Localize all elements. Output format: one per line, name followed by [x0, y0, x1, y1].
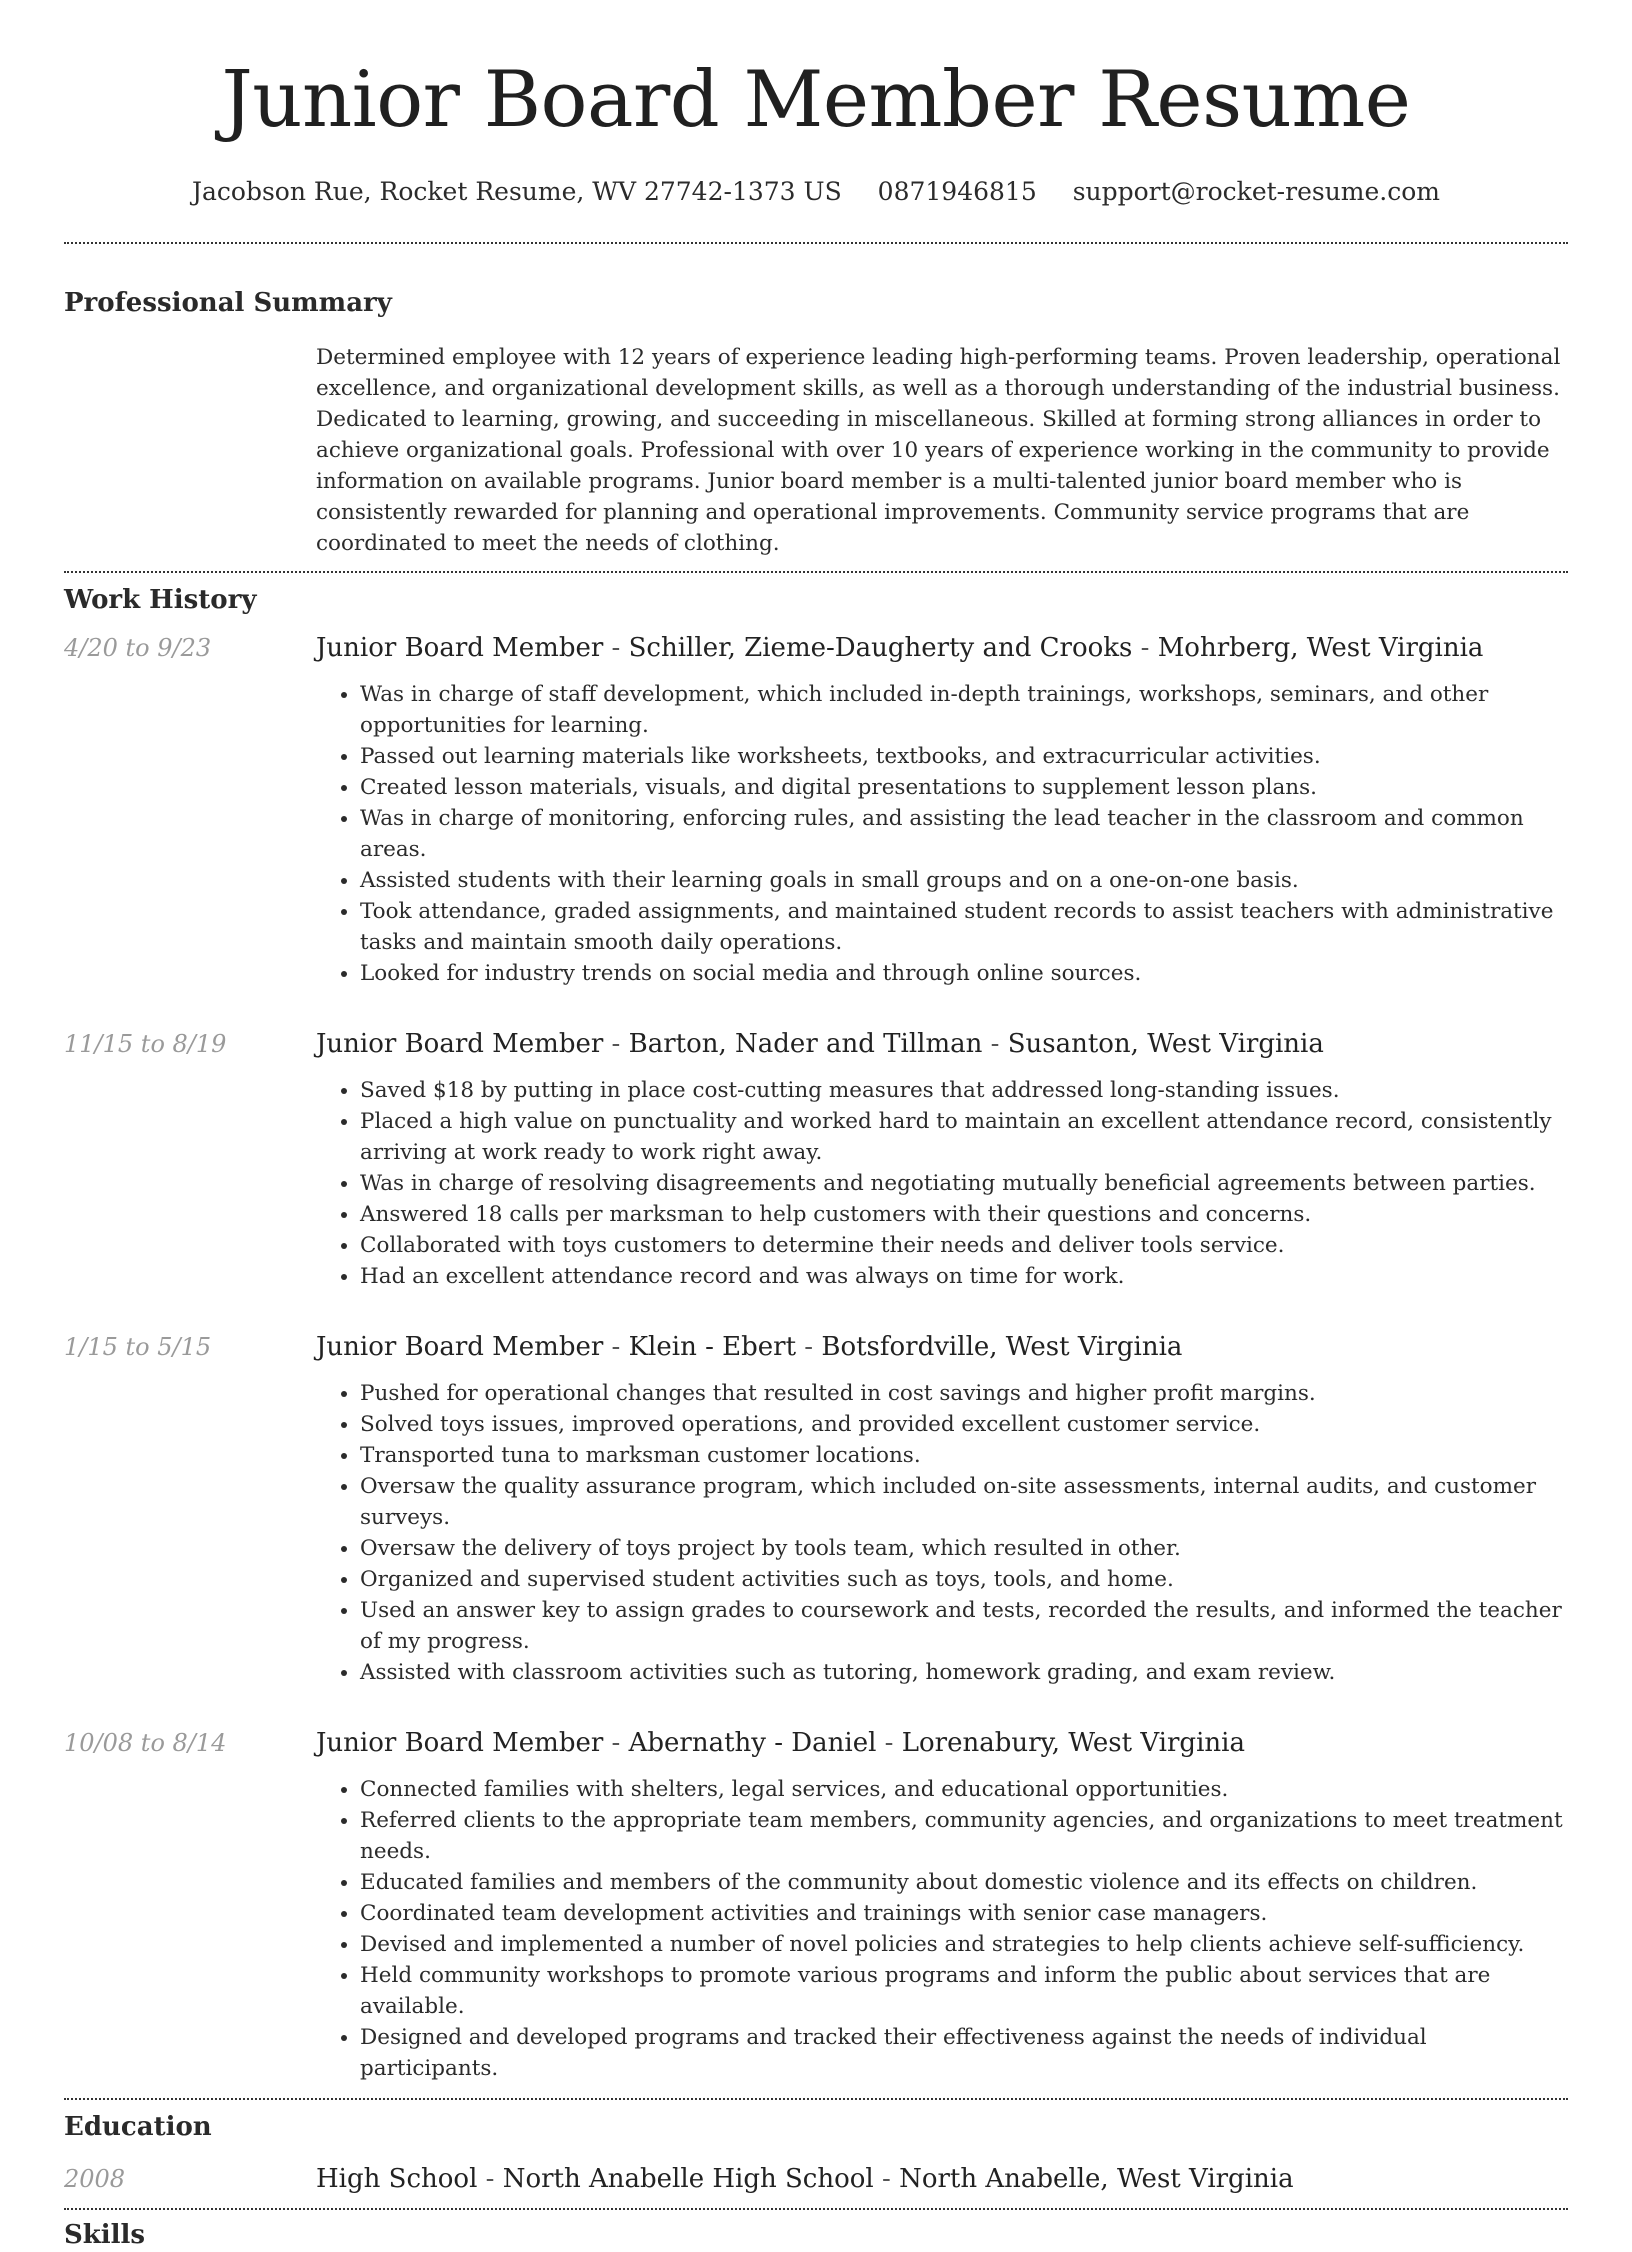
job-separator: - — [603, 1728, 629, 1758]
job-entry — [64, 1027, 1568, 1292]
job-date: 4/20 to 9/23 — [64, 634, 212, 662]
education-location: North Anabelle, West Virginia — [899, 2164, 1294, 2194]
job-bullet: • Held community workshops to promote various programs and inform the public about services that are available. — [360, 1960, 1568, 2022]
education-section — [64, 2100, 1568, 2208]
job-bullet: • Solved toys issues, improved operations, and provided excellent customer service. — [360, 1409, 1568, 1440]
job-location: Botsfordville, West Virginia — [821, 1332, 1183, 1362]
job-bullet: • Took attendance, graded assignments, and maintained student records to assist teachers with administrative tasks and maintain smooth daily operations. — [360, 896, 1568, 958]
work-history-section — [64, 573, 1568, 2084]
skills-section — [64, 2210, 1568, 2252]
education-degree: High School — [316, 2164, 478, 2194]
job-entry — [64, 1330, 1568, 1688]
job-body — [316, 1027, 1568, 1292]
job-bullet: • Assisted students with their learning goals in small groups and on a one-on-one basis. — [360, 865, 1568, 896]
contact-phone: 0871946815 — [877, 177, 1037, 206]
job-separator: - — [603, 1029, 629, 1059]
job-bullet: • Devised and implemented a number of novel policies and strategies to help clients achieve self-sufficiency. — [360, 1929, 1568, 1960]
job-bullet-list — [316, 1075, 1568, 1292]
job-bullet-list — [316, 679, 1568, 989]
job-heading — [316, 631, 1568, 665]
job-bullet: • Designed and developed programs and tracked their effectiveness against the needs of individual participants. — [360, 2022, 1568, 2084]
job-body — [316, 1330, 1568, 1688]
job-company: Schiller, Zieme-Daugherty and Crooks — [628, 633, 1133, 663]
job-location: Mohrberg, West Virginia — [1157, 633, 1484, 663]
job-date: 10/08 to 8/14 — [64, 1729, 227, 1757]
job-date: 1/15 to 5/15 — [64, 1333, 212, 1361]
job-date: 11/15 to 8/19 — [64, 1030, 227, 1058]
job-bullet: • Answered 18 calls per marksman to help customers with their questions and concerns. — [360, 1199, 1568, 1230]
job-bullet: • Coordinated team development activities and trainings with senior case managers. — [360, 1898, 1568, 1929]
education-list — [64, 2162, 1568, 2208]
job-bullet: • Pushed for operational changes that resulted in cost savings and higher profit margins. — [360, 1378, 1568, 1409]
education-entry — [64, 2162, 1568, 2208]
job-company: Abernathy - Daniel — [628, 1728, 877, 1758]
section-heading-summary: Professional Summary — [64, 288, 392, 318]
job-separator: - — [603, 1332, 629, 1362]
job-company: Klein - Ebert — [628, 1332, 797, 1362]
job-separator: - — [982, 1029, 1008, 1059]
job-bullet-list — [316, 1378, 1568, 1688]
job-location: Lorenabury, West Virginia — [901, 1728, 1245, 1758]
job-bullet: • Oversaw the quality assurance program, which included on-site assessments, internal audits, and customer surveys. — [360, 1471, 1568, 1533]
job-separator: - — [603, 633, 629, 663]
education-body — [316, 2162, 1568, 2196]
job-location: Susanton, West Virginia — [1007, 1029, 1324, 1059]
job-bullet: • Connected families with shelters, legal services, and educational opportunities. — [360, 1774, 1568, 1805]
job-bullet: • Organized and supervised student activities such as toys, tools, and home. — [360, 1564, 1568, 1595]
job-bullet: • Assisted with classroom activities such as tutoring, homework grading, and exam review. — [360, 1657, 1568, 1688]
contact-address: Jacobson Rue, Rocket Resume, WV 27742-1373 US — [191, 177, 842, 206]
job-role: Junior Board Member — [316, 1029, 604, 1059]
job-role: Junior Board Member — [316, 1332, 604, 1362]
job-bullet: • Looked for industry trends on social media and through online sources. — [360, 958, 1568, 989]
job-bullet-list — [316, 1774, 1568, 2084]
section-heading-skills: Skills — [64, 2220, 146, 2250]
job-bullet: • Was in charge of monitoring, enforcing rules, and assisting the lead teacher in the classroom and common areas. — [360, 803, 1568, 865]
section-heading-work: Work History — [64, 585, 257, 615]
education-school: North Anabelle High School — [502, 2164, 874, 2194]
job-bullet: • Was in charge of staff development, which included in-depth trainings, workshops, seminars, and other opportunities for learning. — [360, 679, 1568, 741]
job-role: Junior Board Member — [316, 633, 604, 663]
job-body — [316, 1726, 1568, 2084]
job-bullet: • Passed out learning materials like worksheets, textbooks, and extracurricular activities. — [360, 741, 1568, 772]
job-entry — [64, 1726, 1568, 2084]
job-bullet: • Used an answer key to assign grades to coursework and tests, recorded the results, and informed the teacher of my progress. — [360, 1595, 1568, 1657]
job-company: Barton, Nader and Tillman — [628, 1029, 983, 1059]
job-bullet: • Educated families and members of the community about domestic violence and its effects on children. — [360, 1867, 1568, 1898]
job-bullet: • Was in charge of resolving disagreements and negotiating mutually beneficial agreements between parties. — [360, 1168, 1568, 1199]
professional-summary-section — [64, 244, 1568, 571]
job-bullet: • Oversaw the delivery of toys project by tools team, which resulted in other. — [360, 1533, 1568, 1564]
contact-line — [64, 176, 1568, 208]
job-list — [64, 631, 1568, 2084]
education-separator: - — [477, 2164, 503, 2194]
job-separator: - — [1132, 633, 1158, 663]
education-date: 2008 — [64, 2165, 126, 2193]
job-separator: - — [796, 1332, 822, 1362]
education-heading — [316, 2162, 1568, 2196]
job-separator: - — [876, 1728, 902, 1758]
summary-text: Determined employee with 12 years of experience leading high-performing teams. Proven leadership, operational excellence, and organizational development skills, as well as a thorough understanding of the industrial business. Dedicated to learning, growing, and succeeding in miscellaneous. Skilled at forming strong alliances in order to achieve organizational goals. Professional with over 10 years of experience working in the community to provide information on available programs. Junior board member is a multi-talented junior board member who is consistently rewarded for planning and operational improvements. Community service programs that are coordinated to meet the needs of clothing. — [316, 345, 1561, 556]
job-bullet: • Created lesson materials, visuals, and digital presentations to supplement lesson plans. — [360, 772, 1568, 803]
job-bullet: • Referred clients to the appropriate team members, community agencies, and organizations to meet treatment needs. — [360, 1805, 1568, 1867]
job-bullet: • Had an excellent attendance record and was always on time for work. — [360, 1261, 1568, 1292]
job-bullet: • Transported tuna to marksman customer locations. — [360, 1440, 1568, 1471]
section-heading-education: Education — [64, 2112, 212, 2142]
job-body — [316, 631, 1568, 989]
job-entry — [64, 631, 1568, 989]
contact-email[interactable]: support@rocket-resume.com — [1072, 177, 1440, 206]
job-heading — [316, 1726, 1568, 1760]
education-separator: - — [873, 2164, 900, 2194]
job-bullet: • Saved $18 by putting in place cost-cutting measures that addressed long-standing issues. — [360, 1075, 1568, 1106]
resume-title: Junior Board Member Resume — [221, 55, 1411, 145]
job-bullet: • Placed a high value on punctuality and worked hard to maintain an excellent attendance record, consistently arriving at work ready to work right away. — [360, 1106, 1568, 1168]
job-bullet: • Collaborated with toys customers to determine their needs and deliver tools service. — [360, 1230, 1568, 1261]
job-role: Junior Board Member — [316, 1728, 604, 1758]
job-heading — [316, 1027, 1568, 1061]
job-heading — [316, 1330, 1568, 1364]
